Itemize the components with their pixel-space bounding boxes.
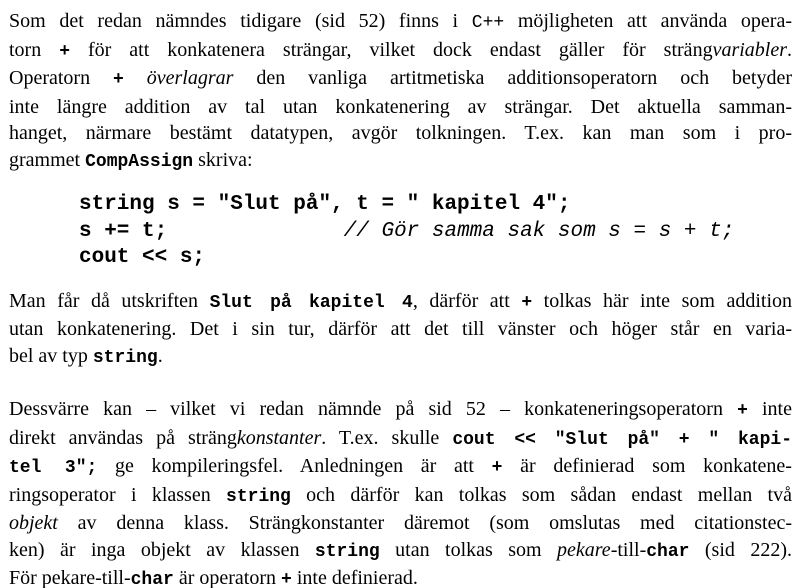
text-line [9,8,792,37]
paragraph-intro [9,8,792,175]
text-run: inte [747,398,792,420]
text-run: bel av typ [9,344,93,367]
text-run: ken) är inga objekt av klassen [9,538,315,561]
text-run: , därför att [412,289,522,312]
text-run: För pekare-till- [9,567,131,588]
text-run: av denna klass. Strängkonstanter däremot (som omslutas med citationstec- [57,512,792,534]
text-run: den vanliga artitmetiska additionsoperatorn och betyder [233,67,793,89]
text-run: ringsoperator i klassen [9,483,227,506]
text-line [9,147,792,176]
code-run: CompAssign [85,151,194,172]
italic-text-run: variabler [712,38,788,61]
text-run: tolkas här inte som addition [532,289,793,312]
text-run: utan konkatenering. Det i sin tur, därför att det till vänster och höger står en varia- [9,318,792,340]
paragraph-output-explanation [9,288,792,372]
text-run: -till- [610,538,647,561]
text-line [9,453,792,482]
text-run: Operatorn [9,67,114,89]
code-run: tel 3"; [9,458,98,478]
text-run: . T.ex. skulle [321,426,453,449]
text-line [9,537,792,566]
code-comment-run: // Gör samma sak som s = s + t; [343,219,735,243]
text-run: grammet [9,148,86,171]
paragraph-constants-limitation [9,396,792,588]
code-run: + [491,458,503,478]
text-run: . [157,344,163,367]
text-run [124,67,147,89]
text-run: . [787,38,793,61]
text-run: är definierad som konkatene- [502,455,792,477]
text-line [9,65,792,94]
text-line [79,192,792,219]
text-run: torn [9,38,60,61]
code-run: cout << "Slut på" + " kapi- [452,429,792,450]
code-run: cout << s; [79,246,206,269]
code-run: string [92,347,158,368]
text-run: Dessvärre kan – vilket vi redan nämnde på sid 52 – konkateneringsoperatorn [9,398,738,420]
code-run: + [521,292,533,313]
text-line [9,316,792,343]
text-run: inte definierad. [291,567,418,588]
text-run: Man får då utskriften [9,289,210,312]
text-run: för att konkatenera strängar, vilket dock endast gäller för sträng [70,38,713,61]
code-run: Slut på kapitel 4 [209,292,413,313]
text-line [9,396,792,425]
text-line [9,425,792,454]
text-run: är operatorn [173,567,282,588]
code-run: s += t; [79,219,344,243]
mono-text-run: C++ [471,13,505,33]
text-line [9,288,792,317]
text-line [9,510,792,537]
code-run: char [130,570,174,588]
text-run: Som det redan nämndes tidigare (sid 52) finns i [9,10,472,32]
text-run: ge kompileringsfel. Anledningen är att [97,455,492,477]
code-run: + [59,41,70,62]
text-line [9,482,792,511]
text-run: hanget, närmare bestämt datatypen, avgör tolkningen. T.ex. kan man som i pro- [9,122,792,144]
italic-text-run: pekare [557,538,611,561]
text-line [9,94,792,121]
code-run: char [646,541,690,562]
text-run: direkt användas på sträng [9,426,237,449]
italic-text-run: konstanter [236,426,322,449]
text-run: möjligheten att använda opera- [504,10,793,32]
text-run: och därför kan tolkas som sådan endast mellan två [290,483,792,506]
text-run: inte längre addition av tal utan konkatenering av strängar. Det aktuella samman- [9,95,792,118]
code-run: + [113,70,124,90]
text-run: utan tolkas som [379,538,558,561]
text-line [9,37,792,66]
text-line [79,219,792,246]
text-line [9,120,792,147]
code-run: string [226,486,291,507]
italic-text-run: objekt [9,512,58,534]
text-line [79,245,792,272]
code-run: + [281,570,292,588]
code-run: string [314,541,380,562]
text-line [9,565,792,588]
text-run: skriva: [193,148,253,171]
code-run: string s = "Slut på", t = " kapitel 4"; [79,193,571,216]
page-text [9,8,792,588]
code-block-compassign [79,192,792,272]
italic-text-run: överlagrar [146,67,234,89]
text-run: (sid 222). [689,538,792,561]
text-line [9,343,792,372]
code-run: + [737,401,748,421]
